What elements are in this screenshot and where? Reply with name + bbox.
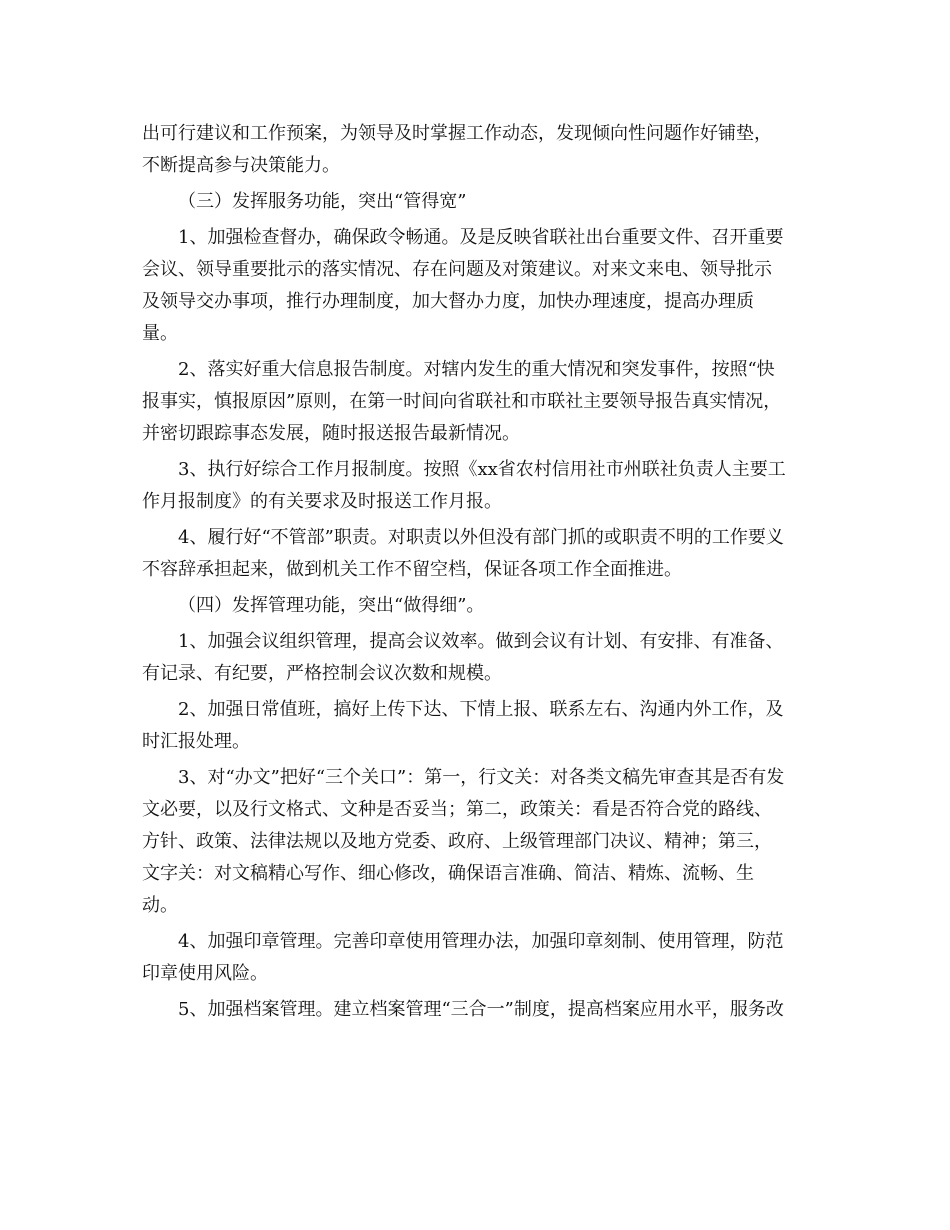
text-line: 1、加强会议组织管理，提高会议效率。做到会议有计划、有安排、有准备、 [178,631,784,652]
text-line: 方针、政策、法律法规以及地方党委、政府、上级管理部门决议、精神；第三， [142,831,772,852]
text-line: （四）发挥管理功能，突出“做得细”。 [178,595,485,616]
text-line: 4、加强印章管理。完善印章使用管理办法，加强印章刻制、使用管理，防范 [178,931,784,952]
text-line: 2、加强日常值班，搞好上传下达、下情上报、联系左右、沟通内外工作，及 [178,699,784,720]
text-line: 并密切跟踪事态发展，随时报送报告最新情况。 [142,423,520,444]
paragraph [142,590,812,622]
text-line: 文必要，以及行文格式、文种是否妥当；第二，政策关：看是否符合党的路线、 [142,799,772,820]
document-body [142,118,812,1030]
text-line: 不容辞承担起来，做到机关工作不留空档，保证各项工作全面推进。 [142,559,682,580]
paragraph [142,186,812,218]
text-line: （三）发挥服务功能，突出“管得宽” [178,191,467,212]
text-line: 不断提高参与决策能力。 [142,155,340,176]
text-line: 出可行建议和工作预案，为领导及时掌握工作动态，发现倾向性问题作好铺垫， [142,123,772,144]
text-line: 1、加强检查督办，确保政令畅通。及是反映省联社出台重要文件、召开重要 [178,227,784,248]
text-line: 印章使用风险。 [142,963,268,984]
paragraph [142,762,812,922]
paragraph [142,222,812,350]
text-line: 动。 [142,895,178,916]
text-line: 作月报制度》的有关要求及时报送工作月报。 [142,491,502,512]
paragraph [142,522,812,586]
text-line: 有记录、有纪要，严格控制会议次数和规模。 [142,663,502,684]
paragraph [142,994,812,1026]
text-line: 2、落实好重大信息报告制度。对辖内发生的重大情况和突发事件，按照“快 [178,359,775,380]
text-line: 3、对“办文”把好“三个关口”：第一，行文关：对各类文稿先审查其是否有发 [178,767,785,788]
paragraph [142,454,812,518]
paragraph [142,626,812,690]
text-line: 3、执行好综合工作月报制度。按照《xx省农村信用社市州联社负责人主要工 [178,459,786,480]
text-line: 4、履行好“不管部”职责。对职责以外但没有部门抓的或职责不明的工作要义 [178,527,784,548]
text-line: 时汇报处理。 [142,731,250,752]
text-line: 会议、领导重要批示的落实情况、存在问题及对策建议。对来文来电、领导批示 [142,259,772,280]
paragraph [142,354,812,450]
paragraph [142,118,812,182]
paragraph [142,926,812,990]
text-line: 5、加强档案管理。建立档案管理“三合一”制度，提高档案应用水平，服务改 [178,999,784,1020]
text-line: 量。 [142,323,178,344]
text-line: 及领导交办事项，推行办理制度，加大督办力度，加快办理速度，提高办理质 [142,291,754,312]
paragraph [142,694,812,758]
text-line: 文字关：对文稿精心写作、细心修改，确保语言准确、简洁、精炼、流畅、生 [142,863,754,884]
text-line: 报事实，慎报原因”原则，在第一时间向省联社和市联社主要领导报告真实情况， [142,391,782,412]
